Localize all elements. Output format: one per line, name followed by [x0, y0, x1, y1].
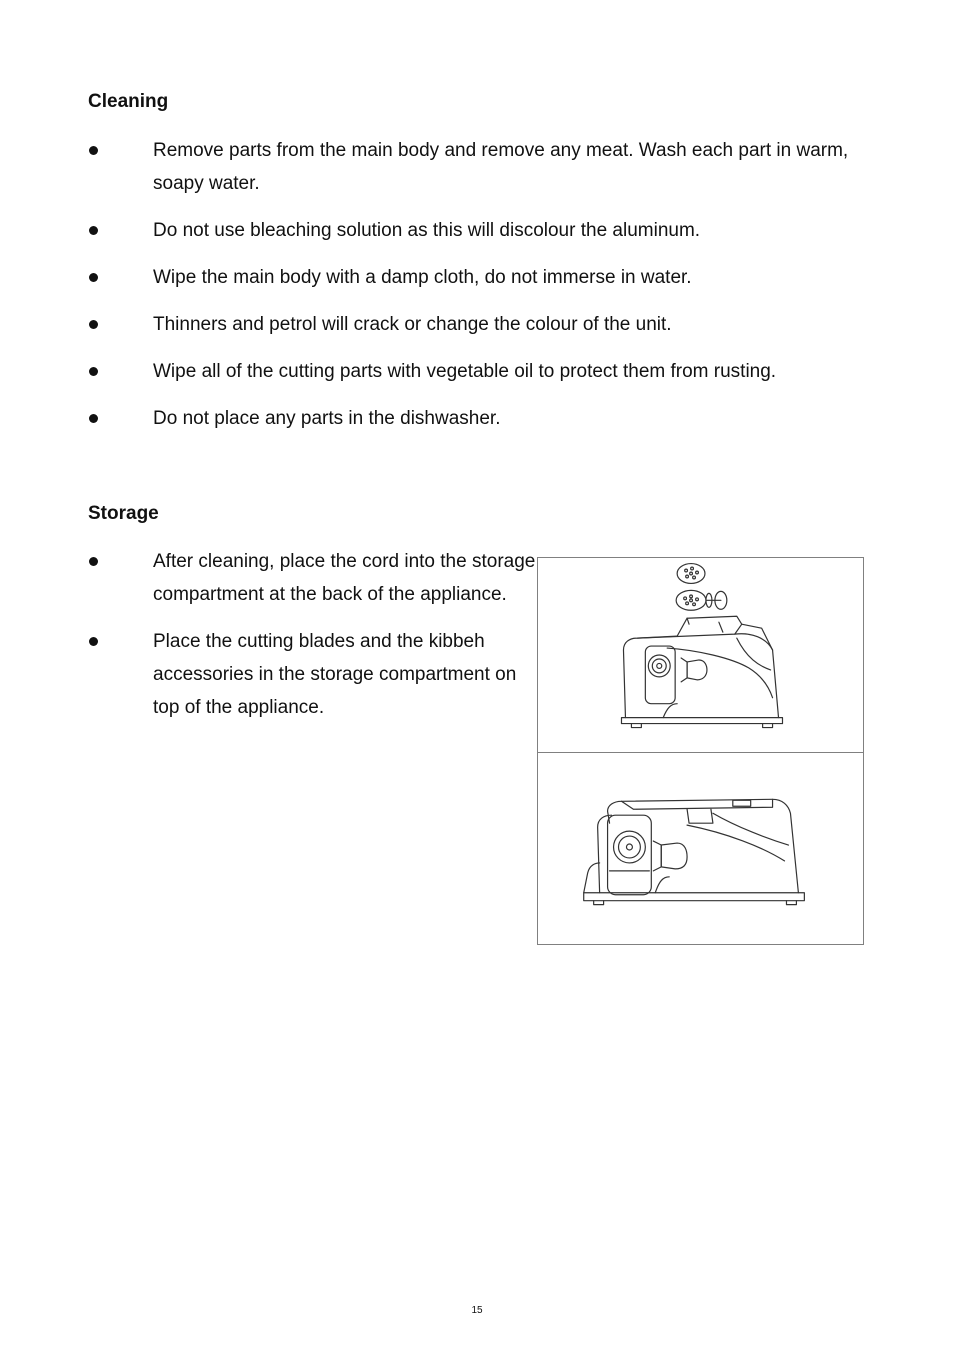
meat-grinder-lid-closed-icon	[538, 753, 863, 945]
list-item	[88, 261, 878, 294]
list-item	[88, 625, 538, 724]
bullet-icon	[89, 557, 98, 566]
list-item-text: Wipe all of the cutting parts with vegetable oil to protect them from rusting.	[153, 361, 777, 382]
bullet-icon	[89, 226, 98, 235]
list-item-text: Remove parts from the main body and remove any meat. Wash each part in warm, soapy water.	[153, 140, 849, 194]
list-item	[88, 134, 878, 200]
bullet-icon	[89, 367, 98, 376]
page-number: 15	[471, 1305, 483, 1316]
storage-list	[88, 545, 538, 738]
list-item-text: Do not use bleaching solution as this will discolour the aluminum.	[153, 220, 701, 241]
list-item-text: Thinners and petrol will crack or change the colour of the unit.	[153, 314, 672, 335]
storage-illustration	[537, 557, 864, 945]
meat-grinder-lid-open-icon	[538, 558, 863, 752]
list-item-text: After cleaning, place the cord into the storage compartment at the back of the appliance.	[153, 551, 536, 605]
list-item	[88, 355, 878, 388]
list-item	[88, 308, 878, 341]
cleaning-heading: Cleaning	[88, 91, 169, 112]
bullet-icon	[89, 273, 98, 282]
illustration-panel-lid-closed	[538, 753, 863, 945]
bullet-icon	[89, 414, 98, 423]
list-item	[88, 545, 538, 611]
bullet-icon	[89, 320, 98, 329]
storage-heading: Storage	[88, 503, 159, 524]
list-item-text: Wipe the main body with a damp cloth, do not immerse in water.	[153, 267, 692, 288]
illustration-panel-lid-open	[538, 558, 863, 753]
cleaning-list	[88, 134, 878, 449]
list-item-text: Place the cutting blades and the kibbeh accessories in the storage compartment on top of the appliance.	[153, 631, 517, 718]
bullet-icon	[89, 637, 98, 646]
list-item	[88, 402, 878, 435]
bullet-icon	[89, 146, 98, 155]
list-item-text: Do not place any parts in the dishwasher.	[153, 408, 501, 429]
list-item	[88, 214, 878, 247]
